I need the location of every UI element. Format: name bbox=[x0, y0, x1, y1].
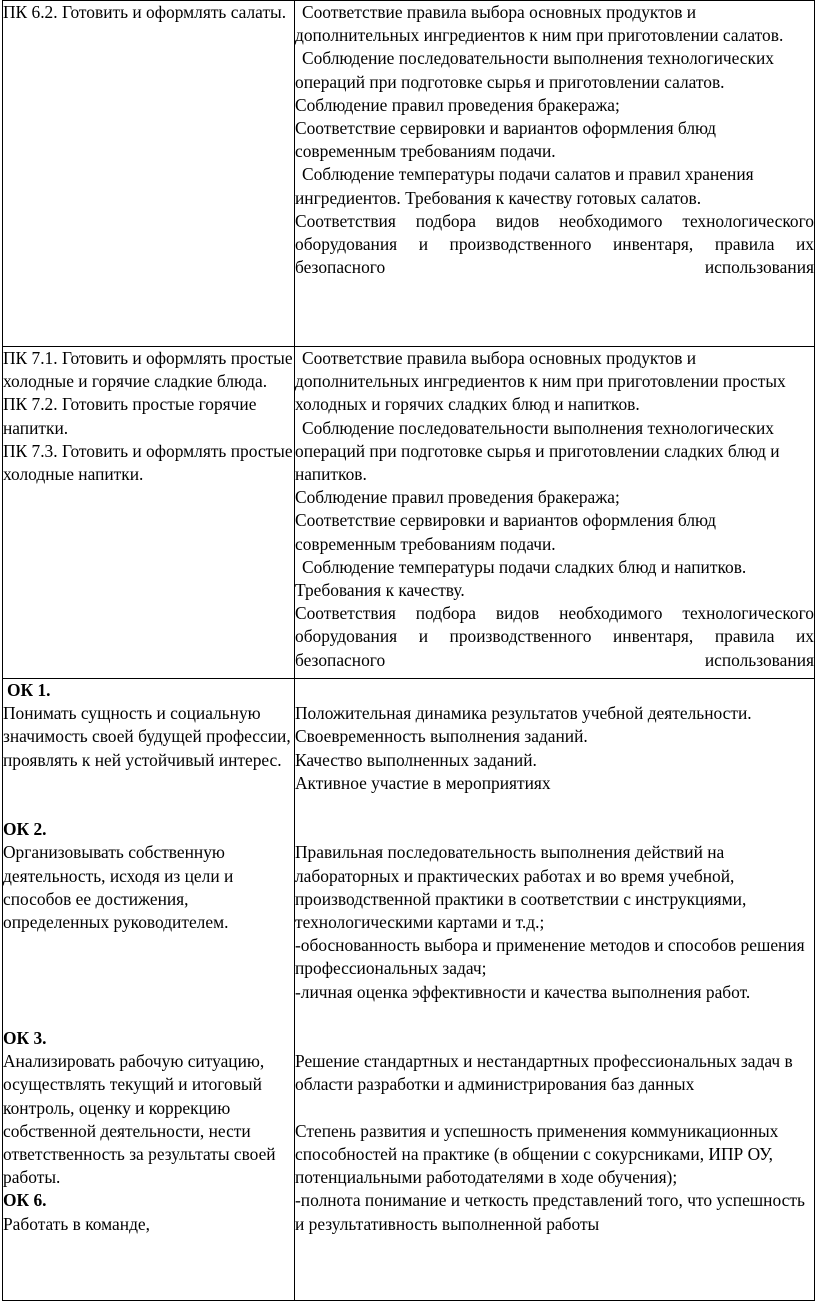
criteria-cell bbox=[295, 679, 815, 1301]
table-row bbox=[3, 1, 815, 347]
criteria-text: -обоснованность выбора и применение методов и способов решения профессиональных задач; bbox=[295, 935, 805, 979]
criteria-cell bbox=[295, 1, 815, 347]
ok-code: ОК 3. bbox=[3, 1027, 47, 1048]
criteria-text: Своевременность выполнения заданий. bbox=[295, 726, 588, 747]
criteria-text: Положительная динамика результатов учебной деятельности. bbox=[295, 703, 752, 724]
criteria-text: Соответствия подбора видов необходимого технологического оборудования и производственного инвентаря, правила их безопасного использования bbox=[295, 603, 814, 670]
ok-code: ОК 1. bbox=[7, 680, 51, 700]
table-row bbox=[3, 347, 815, 679]
criteria-text: -полнота понимание и четкость представлений того, что успешность и результативность выполненной работы bbox=[295, 1190, 805, 1234]
criteria-text: Соблюдение последовательности выполнения технологических операций при подготовке сырья и приготовлении салатов. bbox=[295, 48, 774, 92]
general-competence-cell bbox=[3, 679, 295, 1301]
criteria-text: Соблюдение температуры подачи сладких блюд и напитков. Требования к качеству. bbox=[295, 556, 747, 601]
criteria-cell bbox=[295, 347, 815, 679]
ok-text: Работать в команде, bbox=[3, 1213, 150, 1234]
criteria-text: Соответствие сервировки и вариантов оформления блюд современным требованиям подачи. bbox=[295, 118, 716, 162]
ok-text: Анализировать рабочую ситуацию, осуществлять текущий и итоговый контроль, оценку и коррекцию собственной деятельности, нести ответственность за результаты своей работы. bbox=[3, 1051, 276, 1188]
criteria-text: Активное участие в мероприятиях bbox=[295, 772, 551, 793]
competence-text: ПК 7.1. Готовить и оформлять простые холодные и горячие сладкие блюда. bbox=[3, 348, 293, 392]
criteria-text: Соответствие правила выбора основных продуктов и дополнительных ингредиентов к ним при приготовлении салатов. bbox=[295, 2, 784, 46]
criteria-table bbox=[2, 0, 815, 1301]
criteria-text: Соответствие сервировки и вариантов оформления блюд современным требованиям подачи. bbox=[295, 510, 716, 554]
competence-text: ПК 6.2. Готовить и оформлять салаты. bbox=[3, 2, 287, 22]
ok-code: ОК 2. bbox=[3, 819, 47, 840]
criteria-text: Соответствия подбора видов необходимого технологического оборудования и производственного инвентаря, правила их безопасного использования bbox=[295, 210, 814, 278]
criteria-text: Соблюдение правил проведения бракеража; bbox=[295, 487, 620, 508]
criteria-text: Качество выполненных заданий. bbox=[295, 749, 537, 770]
competence-cell bbox=[3, 1, 295, 347]
table-row bbox=[3, 679, 815, 1301]
criteria-text: -личная оценка эффективности и качества выполнения работ. bbox=[295, 981, 751, 1002]
criteria-text: Решение стандартных и нестандартных профессиональных задач в области разработки и администрирования баз данных bbox=[295, 1051, 793, 1095]
competence-text: ПК 7.3. Готовить и оформлять простые холодные напитки. bbox=[3, 440, 293, 485]
criteria-text: Правильная последовательность выполнения действий на лабораторных и практических работах и во время учебной, производственной практики в соответствии с инструкциями, технологическими картами и т.д.; bbox=[295, 842, 747, 932]
ok-text: Организовывать собственную деятельность, исходя из цели и способов ее достижения, определенных руководителем. bbox=[3, 842, 234, 932]
ok-code: ОК 6. bbox=[3, 1190, 47, 1211]
competence-text: ПК 7.2. Готовить простые горячие напитки. bbox=[3, 394, 257, 438]
criteria-text: Соблюдение температуры подачи салатов и правил хранения ингредиентов. Требования к качеству готовых салатов. bbox=[295, 164, 754, 208]
criteria-text: Соблюдение правил проведения бракеража; bbox=[295, 94, 620, 115]
competence-cell bbox=[3, 347, 295, 679]
criteria-text: Степень развития и успешность применения коммуникационных способностей на практике (в общении с сокурсниками, ИПР ОУ, потенциальными работодателями в ходе обучения); bbox=[295, 1120, 779, 1188]
ok-text: Понимать сущность и социальную значимость своей будущей профессии, проявлять к ней устойчивый интерес. bbox=[3, 703, 291, 770]
criteria-text: Соответствие правила выбора основных продуктов и дополнительных ингредиентов к ним при приготовлении простых холодных и горячих сладких блюд и напитков. bbox=[295, 348, 786, 415]
criteria-text: Соблюдение последовательности выполнения технологических операций при подготовке сырья и приготовлении сладких блюд и напитков. bbox=[295, 417, 780, 485]
